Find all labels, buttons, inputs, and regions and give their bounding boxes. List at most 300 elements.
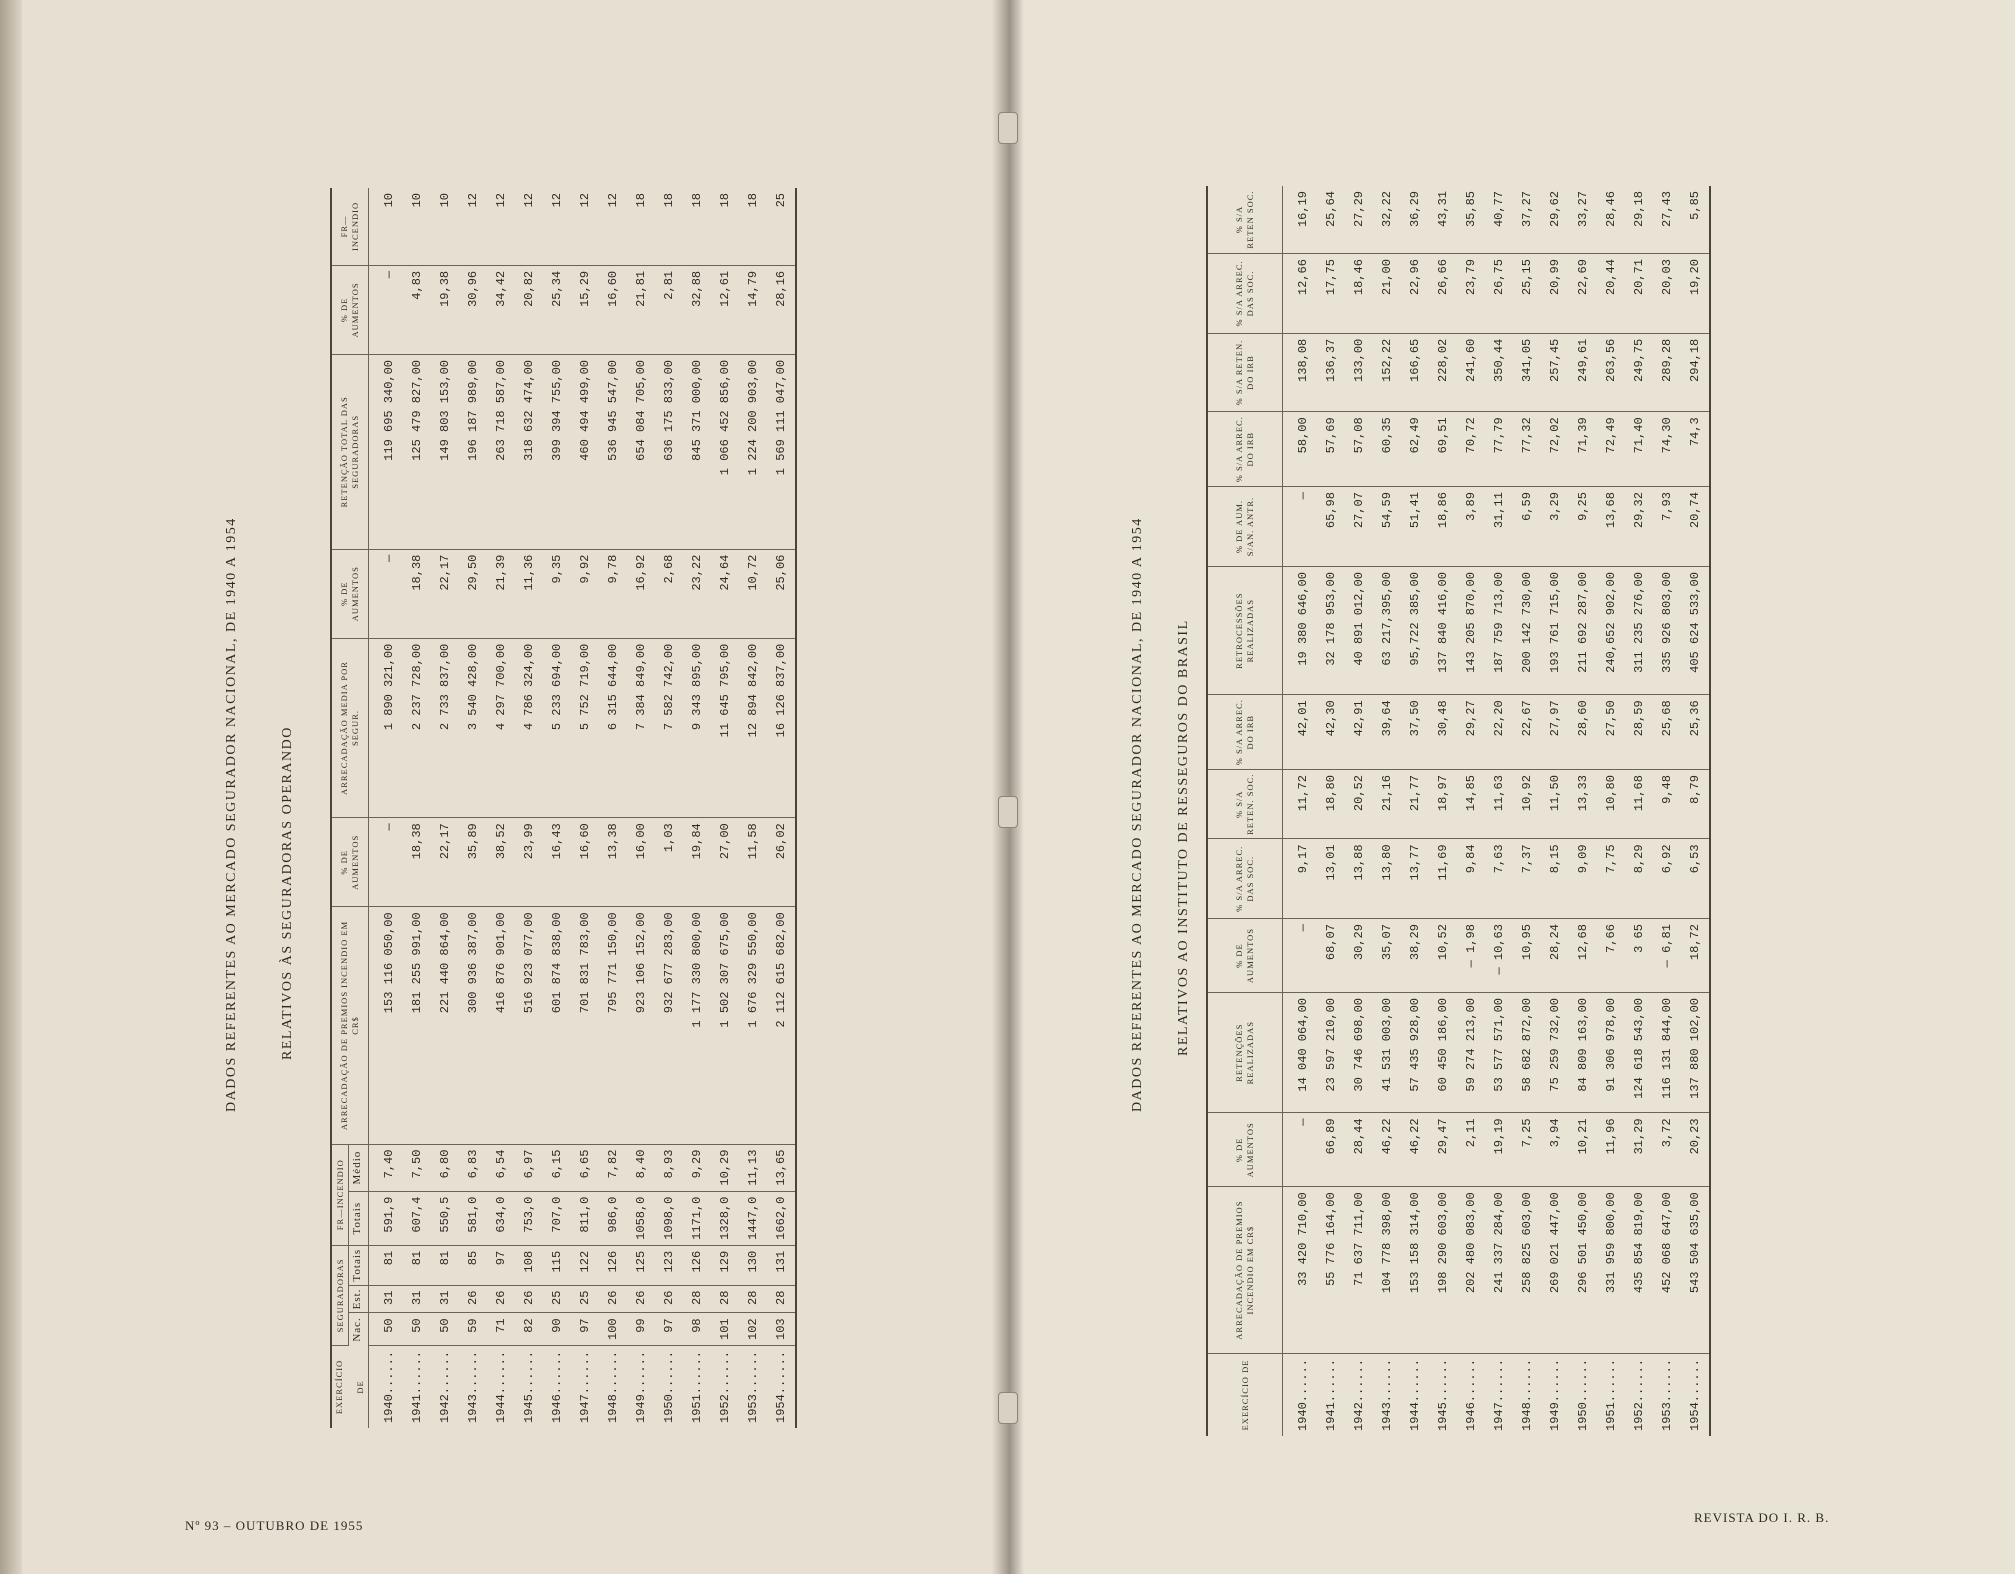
table-cell: 20,99 [1541,254,1569,334]
table-cell: 1952...... [717,1350,732,1423]
table-row [487,188,515,1428]
table-cell: 69,51 [1429,412,1457,487]
left-title: DADOS REFERENTES AO MERCADO SEGURADOR NACIONAL, DE 1940 A 1954 [224,517,239,1112]
table-cell: 53 577 571,00 [1485,992,1513,1112]
table-cell: 196 187 989,00 [459,354,487,549]
table-cell: 200 142 730,00 [1513,567,1541,695]
table-cell: 1098,0 [655,1191,683,1245]
table-cell: 133,00 [1345,333,1373,412]
table-cell: 26 [487,1285,515,1313]
table-cell: 19 380 646,00 [1283,567,1318,695]
right-column-header: RETROCESSÕES REALIZADAS [1207,567,1283,695]
table-cell: 14,85 [1457,770,1485,839]
table-cell: 1 890 321,00 [368,638,403,818]
table-cell: 17,75 [1317,254,1345,334]
table-cell: 416 876 901,00 [487,907,515,1144]
table-cell: 33,27 [1569,186,1597,254]
table-cell: 18,38 [403,818,431,907]
table-cell: 28 [683,1285,711,1313]
table-cell: 124 618 543,00 [1625,992,1653,1112]
table-cell: 16,60 [571,818,599,907]
col-arrec-media: ARRECADAÇÃO MEDIA POR SEGUR. [331,638,368,818]
table-cell: 1950...... [661,1350,676,1423]
table-cell: 26 [459,1285,487,1313]
table-cell: 29,18 [1625,186,1653,254]
table-cell: 25,15 [1513,254,1541,334]
table-cell: 90 [543,1313,571,1346]
table-cell: 923 106 152,00 [627,907,655,1144]
table-cell: 1949...... [633,1350,648,1423]
left-table [330,188,797,1428]
table-row [431,188,459,1428]
table-cell: 28 [711,1285,739,1313]
table-cell: 152,22 [1373,333,1401,412]
table-cell: 31,29 [1625,1113,1653,1187]
table-cell: 27,07 [1345,487,1373,567]
table-cell: 16 126 837,00 [767,638,796,818]
table-cell: 37,27 [1513,186,1541,254]
table-cell: 3 540 428,00 [459,638,487,818]
table-cell: 27,97 [1541,695,1569,770]
table-cell: 331 959 800,00 [1597,1187,1625,1354]
table-cell: 2 733 837,00 [431,638,459,818]
table-cell: 12,66 [1283,254,1318,334]
table-cell: 6,53 [1681,839,1710,919]
table-cell: 198 290 603,00 [1429,1187,1457,1354]
table-cell: 13,77 [1401,839,1429,919]
table-cell: 20,23 [1681,1113,1710,1187]
table-cell: 601 874 838,00 [543,907,571,1144]
table-cell: 5,85 [1681,186,1710,254]
table-cell: 241 337 284,00 [1485,1187,1513,1354]
table-cell: 35,85 [1457,186,1485,254]
table-cell: 27,43 [1653,186,1681,254]
table-cell: 26 [655,1285,683,1313]
table-cell: 1944...... [1408,1358,1422,1431]
right-page [1008,0,2015,1574]
table-cell: 6,65 [571,1144,599,1191]
table-cell: 1946...... [549,1350,564,1423]
right-subtitle: RELATIVOS AO INSTITUTO DE RESSEGUROS DO BRASIL [1176,619,1191,1056]
table-cell: 1953...... [1660,1358,1674,1431]
right-column-header: % S/A ARREC. DAS SOC. [1207,839,1283,919]
right-column-header: % S/A ARREC. DO IRB [1207,695,1283,770]
table-row [1485,186,1513,1436]
table-cell: 29,47 [1429,1113,1457,1187]
table-cell: 42,30 [1317,695,1345,770]
left-footer: Nº 93 – OUTUBRO DE 1955 [185,1518,364,1533]
right-column-header: RETENÇÕES REALIZADAS [1207,992,1283,1112]
table-cell: 1946...... [1464,1358,1478,1431]
table-cell: 143 205 870,00 [1457,567,1485,695]
table-cell: 3,89 [1457,487,1485,567]
table-cell: 51,41 [1401,487,1429,567]
table-row [1457,186,1485,1436]
table-cell: 18,46 [1345,254,1373,334]
table-cell: 131 [767,1245,796,1285]
right-column-header: EXERCÍCIO DE [1207,1353,1283,1436]
table-cell: 2 112 615 682,00 [767,907,796,1144]
table-cell: 38,52 [487,818,515,907]
right-column-header: % S/A RETEN SOC. [1207,186,1283,254]
table-row [767,188,796,1428]
table-cell: 2,11 [1457,1113,1485,1187]
table-row [683,188,711,1428]
table-cell: 11,69 [1429,839,1457,919]
table-cell: 7,50 [403,1144,431,1191]
table-cell: 43,31 [1429,186,1457,254]
table-cell: 289,28 [1653,333,1681,412]
table-row [1597,186,1625,1436]
table-cell: 26,02 [767,818,796,907]
book-gutter [992,0,1024,1574]
table-cell: 811,0 [571,1191,599,1245]
table-cell: 9,35 [543,549,571,638]
table-cell: 1942...... [1352,1358,1366,1431]
table-cell: 193 761 715,00 [1541,567,1569,695]
table-cell: 3,72 [1653,1113,1681,1187]
table-cell: 2,68 [655,549,683,638]
table-cell: 21,39 [487,549,515,638]
table-cell: 116 131 844,00 [1653,992,1681,1112]
table-cell: 10 [403,188,431,265]
table-cell: 28,46 [1597,186,1625,254]
table-cell: 10,72 [739,549,767,638]
table-cell: 9,25 [1569,487,1597,567]
table-row [739,188,767,1428]
table-cell: 12 [599,188,627,265]
table-cell: 16,60 [599,265,627,354]
table-cell: 25 [571,1285,599,1313]
table-cell: 19,38 [431,265,459,354]
table-cell: 1951...... [689,1350,704,1423]
table-cell: 12 [543,188,571,265]
binding-clip-middle [998,796,1018,828]
table-cell: 13,80 [1373,839,1401,919]
table-cell: 591,9 [368,1191,403,1245]
table-row [627,188,655,1428]
table-cell: 8,79 [1681,770,1710,839]
table-cell: 607,4 [403,1191,431,1245]
table-cell: 30 746 698,00 [1345,992,1373,1112]
table-cell: 58,00 [1283,412,1318,487]
table-cell: 1447,0 [739,1191,767,1245]
binding-clip-top [998,112,1018,144]
table-cell: 1945...... [521,1350,536,1423]
table-cell: 130 [739,1245,767,1285]
table-cell: 108 [515,1245,543,1285]
col-fr-totais: Totais [348,1191,368,1245]
table-cell: 55 776 164,00 [1317,1187,1345,1354]
table-cell: 18 [711,188,739,265]
table-cell: 1 224 200 903,00 [739,354,767,549]
table-cell: 1 502 307 675,00 [711,907,739,1144]
table-cell: 46,22 [1373,1113,1401,1187]
table-cell: 1952...... [1632,1358,1646,1431]
table-cell: — 10,63 [1485,919,1513,993]
table-cell: — 6,81 [1653,919,1681,993]
table-cell: 16,92 [627,549,655,638]
table-cell: 550,5 [431,1191,459,1245]
table-cell: 23,79 [1457,254,1485,334]
table-cell: 32,22 [1373,186,1401,254]
table-cell: 104 778 398,00 [1373,1187,1401,1354]
table-cell: — [1283,1113,1318,1187]
table-cell: 228,02 [1429,333,1457,412]
table-cell: 129 [711,1245,739,1285]
table-cell: 22,96 [1401,254,1429,334]
table-cell: 12 [571,188,599,265]
table-cell: 221 440 864,00 [431,907,459,1144]
col-nac: Nac. [348,1313,368,1346]
table-cell: 138,08 [1283,333,1318,412]
table-cell: 21,00 [1373,254,1401,334]
table-cell: 10,29 [711,1144,739,1191]
table-cell: 634,0 [487,1191,515,1245]
table-cell: 137 840 416,00 [1429,567,1457,695]
table-cell: 1940...... [1296,1358,1310,1431]
table-cell: 14 040 064,00 [1283,992,1318,1112]
table-cell: 932 677 283,00 [655,907,683,1144]
table-cell: 97 [655,1313,683,1346]
table-row [1373,186,1401,1436]
table-cell: 38,29 [1401,919,1429,993]
table-cell: 249,61 [1569,333,1597,412]
table-row [403,188,431,1428]
table-cell: 25,68 [1653,695,1681,770]
table-row [543,188,571,1428]
table-row [571,188,599,1428]
table-cell: 258 825 603,00 [1513,1187,1541,1354]
table-cell: 12,61 [711,265,739,354]
table-cell: 6,15 [543,1144,571,1191]
table-cell: 3 65 [1625,919,1653,993]
table-cell: 28,60 [1569,695,1597,770]
right-column-header: % DE AUMENTOS [1207,919,1283,993]
table-row [1317,186,1345,1436]
table-cell: 2 237 728,00 [403,638,431,818]
table-cell: 19,19 [1485,1113,1513,1187]
right-column-header: % DE AUM. S/AN. ANTR. [1207,487,1283,567]
table-cell: 4 297 700,00 [487,638,515,818]
table-cell: 7,25 [1513,1113,1541,1187]
table-row [1429,186,1457,1436]
table-cell: 7,63 [1485,839,1513,919]
table-cell: 31 [431,1285,459,1313]
table-cell: 986,0 [599,1191,627,1245]
table-cell: 77,79 [1485,412,1513,487]
table-cell: 263,56 [1597,333,1625,412]
table-cell: 42,01 [1283,695,1318,770]
table-cell: 1945...... [1436,1358,1450,1431]
table-cell: 13,88 [1345,839,1373,919]
table-cell: 32,88 [683,265,711,354]
table-cell: 1 066 452 856,00 [711,354,739,549]
table-cell: 40 891 012,00 [1345,567,1373,695]
table-cell: 57 435 928,00 [1401,992,1429,1112]
table-cell: 7,82 [599,1144,627,1191]
table-row [1653,186,1681,1436]
table-cell: 211 692 287,00 [1569,567,1597,695]
table-row [1541,186,1569,1436]
table-cell: 1,03 [655,818,683,907]
table-cell: 74,30 [1653,412,1681,487]
table-cell: 12 894 842,00 [739,638,767,818]
table-cell: 18,97 [1429,770,1457,839]
table-cell: 1943...... [465,1350,480,1423]
table-cell: 460 494 499,00 [571,354,599,549]
table-cell: 34,42 [487,265,515,354]
table-cell: 16,00 [627,818,655,907]
book-edge [0,0,22,1574]
table-cell: 11,13 [739,1144,767,1191]
table-cell: 2,81 [655,265,683,354]
table-cell: 12 [515,188,543,265]
right-title: DADOS REFERENTES AO MERCADO SEGURADOR NACIONAL, DE 1940 A 1954 [1130,517,1145,1112]
table-cell: 126 [683,1245,711,1285]
table-row [1283,186,1318,1436]
table-cell: 125 [627,1245,655,1285]
table-cell: 39,64 [1373,695,1401,770]
right-column-header: % S/A ARREC. DO IRB [1207,412,1283,487]
table-cell: 4 786 324,00 [515,638,543,818]
table-cell: 7,75 [1597,839,1625,919]
table-cell: 11,96 [1597,1113,1625,1187]
table-row [1681,186,1710,1436]
table-cell: 5 752 719,00 [571,638,599,818]
table-row [1569,186,1597,1436]
table-cell: 100 [599,1313,627,1346]
table-cell: 72,02 [1541,412,1569,487]
table-cell: 57,69 [1317,412,1345,487]
table-cell: 9 343 895,00 [683,638,711,818]
table-cell: 399 394 755,00 [543,354,571,549]
table-cell: 13,33 [1569,770,1597,839]
table-row [1345,186,1373,1436]
table-cell: 36,29 [1401,186,1429,254]
table-cell: — [368,818,403,907]
table-cell: 1941...... [1324,1358,1338,1431]
table-cell: 636 175 833,00 [655,354,683,549]
table-cell: 71,40 [1625,412,1653,487]
table-cell: 7 582 742,00 [655,638,683,818]
table-cell: 26 [515,1285,543,1313]
table-cell: 20,82 [515,265,543,354]
table-row [1625,186,1653,1436]
table-cell: 65,98 [1317,487,1345,567]
table-cell: 11,36 [515,549,543,638]
table-cell: 16,43 [543,818,571,907]
table-cell: 1954...... [767,1345,796,1428]
table-cell: 21,77 [1401,770,1429,839]
table-cell: 452 068 647,00 [1653,1187,1681,1354]
table-cell: 57,08 [1345,412,1373,487]
table-cell: 102 [739,1313,767,1346]
table-cell: 10,95 [1513,919,1541,993]
table-cell: 25,36 [1681,695,1710,770]
table-cell: 1950...... [1576,1358,1590,1431]
table-cell: 707,0 [543,1191,571,1245]
table-cell: 22,17 [431,549,459,638]
table-cell: 12,68 [1569,919,1597,993]
table-cell: 1171,0 [683,1191,711,1245]
table-cell: 31,11 [1485,487,1513,567]
table-cell: 1328,0 [711,1191,739,1245]
table-cell: 60 450 186,00 [1429,992,1457,1112]
table-cell: 13,65 [767,1144,796,1191]
table-cell: 6,80 [431,1144,459,1191]
table-cell: 30,48 [1429,695,1457,770]
table-cell: 1948...... [605,1350,620,1423]
table-cell: 29,50 [459,549,487,638]
table-cell: 6 315 644,00 [599,638,627,818]
table-cell: 136,37 [1317,333,1345,412]
table-cell: 27,50 [1597,695,1625,770]
right-column-header: % S/A RETEN. SOC. [1207,770,1283,839]
table-cell: 21,81 [627,265,655,354]
table-cell: 126 [599,1245,627,1285]
table-cell: 13,38 [599,818,627,907]
left-table-wrap [330,188,797,1428]
table-cell: 1951...... [1604,1358,1618,1431]
table-cell: 10,92 [1513,770,1541,839]
table-cell: 1941...... [409,1350,424,1423]
col-arrecadacao: ARRECADAÇÃO DE PREMIOS INCENDIO EM CR$ [331,907,368,1144]
right-table-wrap [1206,186,1711,1436]
table-row [1513,186,1541,1436]
table-cell: 1942...... [437,1350,452,1423]
table-cell: 12 [459,188,487,265]
table-cell: 7,37 [1513,839,1541,919]
table-cell: 11,72 [1283,770,1318,839]
table-cell: 6,92 [1653,839,1681,919]
table-cell: 30,96 [459,265,487,354]
table-cell: 27,29 [1345,186,1373,254]
table-cell: 30,29 [1345,919,1373,993]
table-cell: 29,32 [1625,487,1653,567]
table-cell: 35,07 [1373,919,1401,993]
col-exercicio: EXERCÍCIO DE [331,1345,368,1428]
right-column-header: % S/A RETEN. DO IRB [1207,333,1283,412]
table-cell: 11,63 [1485,770,1513,839]
table-cell: 18,38 [403,549,431,638]
table-cell: 11,58 [739,818,767,907]
table-cell: 153 116 050,00 [368,907,403,1144]
table-cell: 40,77 [1485,186,1513,254]
table-cell: 46,22 [1401,1113,1429,1187]
table-cell: 1949...... [1548,1358,1562,1431]
table-cell: 98 [683,1313,711,1346]
table-cell: 6,54 [487,1144,515,1191]
table-cell: 9,09 [1569,839,1597,919]
table-cell: 84 809 163,00 [1569,992,1597,1112]
table-cell: 3,94 [1541,1113,1569,1187]
table-cell: 19,20 [1681,254,1710,334]
table-cell: 29,27 [1457,695,1485,770]
table-row [599,188,627,1428]
table-cell: 6,59 [1513,487,1541,567]
col-medio: Médio [348,1144,368,1191]
table-cell: 26,66 [1429,254,1457,334]
table-cell: 1940...... [381,1350,396,1423]
table-cell: 28,24 [1541,919,1569,993]
table-cell: 10,21 [1569,1113,1597,1187]
table-cell: 11,68 [1625,770,1653,839]
table-cell: 33 420 710,00 [1283,1187,1318,1354]
table-cell: 99 [627,1313,655,1346]
table-cell: 62,49 [1401,412,1429,487]
table-cell: — [368,265,403,354]
